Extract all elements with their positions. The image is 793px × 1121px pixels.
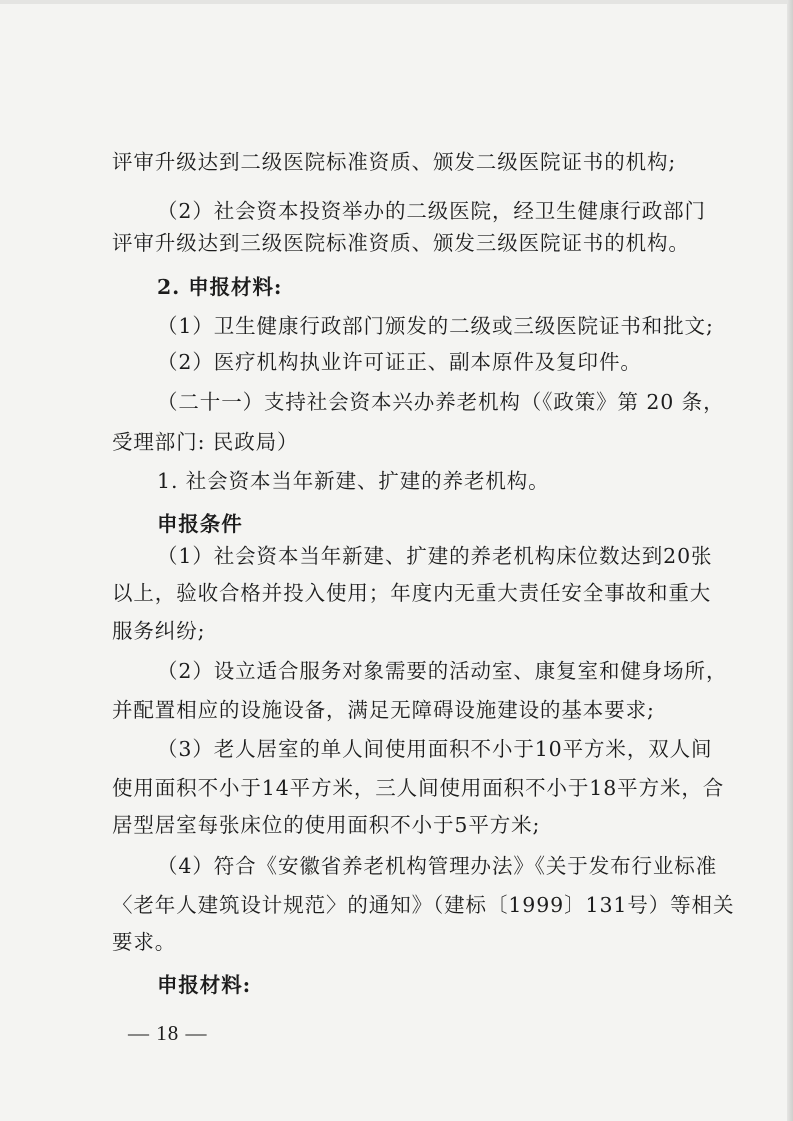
text-line: （1）社会资本当年新建、扩建的养老机构床位数达到20张 [157,544,713,568]
text-line: 使用面积不小于14平方米，三人间使用面积不小于18平方米，合 [112,776,725,800]
text-line: （2）设立适合服务对象需要的活动室、康复室和健身场所， [157,659,728,683]
page-number: — 18 — [128,1021,208,1045]
text-line: 要求。 [112,930,177,954]
text-line: 服务纠纷; [112,619,206,643]
text-line: 1. 社会资本当年新建、扩建的养老机构。 [157,469,550,493]
text-line: （4）符合《安徽省养老机构管理办法》《关于发布行业标准 [157,854,718,878]
text-line: 居型居室每张床位的使用面积不小于5平方米; [112,813,541,837]
scan-edge-right [787,0,793,1121]
scan-edge-top [0,0,793,4]
text-line: 〈老年人建筑设计规范〉的通知》（建标〔1999〕131号）等相关 [112,893,735,917]
section-heading: 申报条件 [157,512,243,536]
text-line: （2）社会资本投资举办的二级医院，经卫生健康行政部门 [157,199,706,223]
text-line: 评审升级达到二级医院标准资质、颁发二级医院证书的机构; [112,150,677,174]
text-line: 评审升级达到三级医院标准资质、颁发三级医院证书的机构。 [112,231,690,255]
text-line: （3）老人居室的单人间使用面积不小于10平方米，双人间 [157,737,713,761]
text-line: （二十一）支持社会资本兴办养老机构（《政策》第 20 条， [157,390,725,414]
section-heading: 申报材料: [157,973,252,997]
text-line: （2）医疗机构执业许可证正、副本原件及复印件。 [157,350,642,374]
text-line: 并配置相应的设施设备，满足无障碍设施建设的基本要求; [112,698,655,722]
section-heading: 2. 申报材料: [157,275,283,299]
text-line: （1）卫生健康行政部门颁发的二级或三级医院证书和批文; [157,314,714,338]
text-line: 以上，验收合格并投入使用；年度内无重大责任安全事故和重大 [112,581,712,605]
text-line: 受理部门: 民政局） [112,430,299,454]
